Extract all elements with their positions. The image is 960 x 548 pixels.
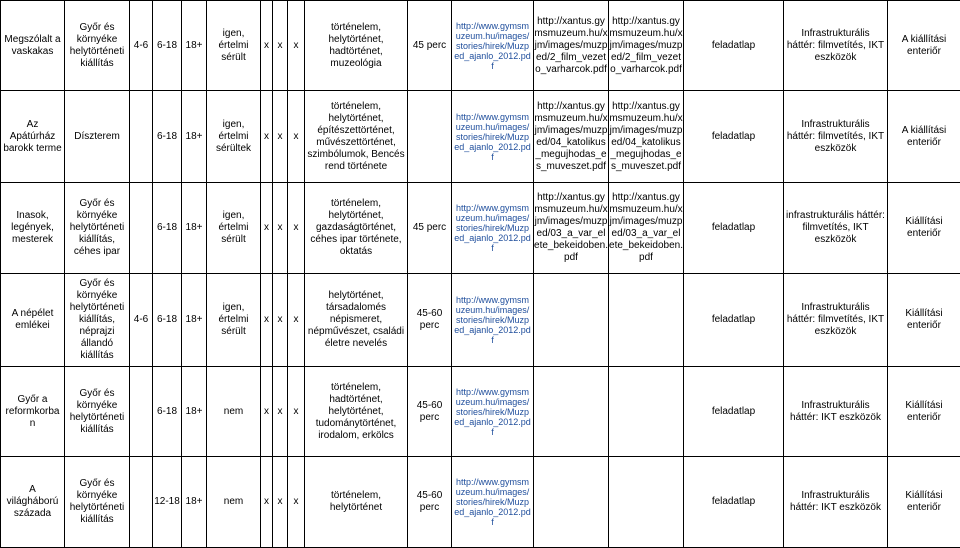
cell-duration-text: 45-60 perc: [416, 490, 443, 513]
cell-place: [65, 183, 130, 274]
cell-special: [207, 1, 261, 91]
cell-grade: [130, 274, 153, 367]
cell-age: [153, 367, 182, 457]
cell-subjects: [305, 457, 408, 548]
cell-infra: [784, 274, 888, 367]
cell-url1: [534, 91, 609, 183]
cell-special-text: nem: [223, 496, 244, 507]
cell-x2: [273, 1, 288, 91]
cell-x2-text: x: [277, 405, 283, 417]
cell-adult-text: 18+: [185, 222, 203, 233]
cell-url1: [534, 457, 609, 548]
cell-special: [207, 367, 261, 457]
cell-entry: [888, 1, 960, 91]
cell-task: [684, 183, 784, 274]
cell-duration-text: 45-60 perc: [416, 399, 443, 423]
cell-x1: [261, 457, 273, 548]
cell-link-text[interactable]: http://www.gymsmuzeum.hu/images/stories/hirek/Muzped_ajanlo_2012.pdf: [454, 203, 531, 253]
cell-entry: [888, 274, 960, 367]
cell-x2: [273, 367, 288, 457]
cell-entry: [888, 183, 960, 274]
cell-x2-text: x: [277, 222, 283, 233]
cell-title-text: Megszólalt a vaskakas: [4, 33, 61, 57]
table-row: [1, 274, 960, 367]
cell-x2: [273, 457, 288, 548]
cell-infra-text: Infrastrukturális háttér: IKT eszközök: [790, 490, 881, 513]
cell-task-text: feladatlap: [711, 496, 756, 507]
cell-age-text: 6-18: [156, 130, 177, 142]
cell-age-text: 6-18: [156, 39, 177, 51]
cell-task: [684, 367, 784, 457]
cell-link[interactable]: [452, 1, 534, 91]
cell-infra: [784, 367, 888, 457]
cell-age-text: 6-18: [156, 314, 177, 325]
cell-link-text[interactable]: http://www.gymsmuzeum.hu/images/stories/hirek/Muzped_ajanlo_2012.pdf: [454, 386, 531, 437]
cell-task-text: feladatlap: [711, 222, 756, 233]
cell-special-text: igen, értelmi sérült: [218, 302, 249, 337]
cell-entry: [888, 457, 960, 548]
cell-adult-text: 18+: [185, 130, 203, 142]
cell-age: [153, 457, 182, 548]
cell-url1: [534, 183, 609, 274]
cell-x3: [288, 457, 305, 548]
cell-entry-text: A kiállítási enteriőr: [901, 124, 947, 148]
cell-task: [684, 457, 784, 548]
cell-place-text: Díszterem: [74, 130, 120, 142]
cell-link[interactable]: [452, 183, 534, 274]
cell-url2-text: http://xantus.gymsmuzeum.hu/xjm/images/muzped/04_katolikus_megujhodas_es_muveszet.pdf: [609, 100, 683, 172]
cell-subjects-text: történelem, helytörténet: [329, 490, 383, 513]
cell-duration: [408, 457, 452, 548]
cell-entry: [888, 91, 960, 183]
cell-link[interactable]: [452, 91, 534, 183]
cell-place-text: Győr és környéke helytörténeti kiállítás: [69, 21, 125, 69]
cell-subjects-text: történelem, helytörténet, építészettörténet, művészettörténet, szimbólumok, Bencés rend története: [307, 100, 405, 172]
cell-adult-text: 18+: [185, 314, 203, 325]
cell-special-text: igen, értelmi sérültek: [215, 118, 251, 154]
cell-x3-text: x: [293, 405, 299, 417]
cell-subjects-text: történelem, helytörténet, hadtörténet, muzeológia: [328, 21, 384, 69]
cell-title-text: Az Apátúrház barokk terme: [3, 118, 62, 154]
cell-title: [1, 457, 65, 548]
cell-title: [1, 274, 65, 367]
cell-grade: [130, 183, 153, 274]
cell-age: [153, 183, 182, 274]
cell-infra-text: Infrastrukturális háttér: filmvetítés, IKT eszközök: [786, 118, 885, 154]
cell-x1-text: x: [264, 405, 269, 417]
cell-grade: [130, 457, 153, 548]
cell-place: [65, 274, 130, 367]
cell-x2-text: x: [277, 314, 283, 325]
cell-age: [153, 1, 182, 91]
cell-link-text[interactable]: http://www.gymsmuzeum.hu/images/stories/hirek/Muzped_ajanlo_2012.pdf: [454, 111, 531, 162]
cell-link-text[interactable]: http://www.gymsmuzeum.hu/images/stories/hirek/Muzped_ajanlo_2012.pdf: [454, 20, 531, 71]
cell-title: [1, 183, 65, 274]
cell-url2: [609, 183, 684, 274]
cell-url1-text: http://xantus.gymsmuzeum.hu/xjm/images/muzped/03_a_var_elete_bekeidoben.pdf: [534, 192, 608, 263]
cell-duration-text: 45-60 perc: [416, 308, 443, 331]
cell-url1: [534, 274, 609, 367]
cell-duration: [408, 367, 452, 457]
cell-duration: [408, 1, 452, 91]
cell-duration: [408, 183, 452, 274]
cell-subjects: [305, 1, 408, 91]
cell-task-text: feladatlap: [711, 130, 756, 142]
cell-place: [65, 457, 130, 548]
cell-place-text: Győr és környéke helytörténeti kiállítás: [69, 387, 125, 435]
cell-x3: [288, 367, 305, 457]
cell-url1-text: http://xantus.gymsmuzeum.hu/xjm/images/muzped/2_film_vezeto_varharcok.pdf: [534, 15, 608, 75]
table-row: [1, 1, 960, 91]
cell-url2: [609, 274, 684, 367]
cell-adult: [182, 1, 207, 91]
cell-place: [65, 1, 130, 91]
cell-infra-text: Infrastrukturális háttér: filmvetítés, IKT eszközök: [786, 302, 885, 337]
cell-x1: [261, 183, 273, 274]
cell-x1-text: x: [264, 496, 269, 507]
cell-age-text: 6-18: [156, 222, 177, 233]
cell-x3-text: x: [293, 39, 299, 51]
cell-link[interactable]: [452, 367, 534, 457]
cell-x1-text: x: [264, 222, 269, 233]
cell-grade: [130, 91, 153, 183]
cell-x2-text: x: [277, 130, 283, 142]
cell-x3: [288, 274, 305, 367]
cell-duration: [408, 91, 452, 183]
cell-link-text[interactable]: http://www.gymsmuzeum.hu/images/stories/hirek/Muzped_ajanlo_2012.pdf: [454, 295, 531, 345]
cell-special: [207, 183, 261, 274]
cell-url2-text: http://xantus.gymsmuzeum.hu/xjm/images/muzped/2_film_vezeto_varharcok.pdf: [609, 15, 683, 75]
cell-x2-text: x: [277, 39, 283, 51]
cell-place-text: Győr és környéke helytörténeti kiállítás: [69, 478, 125, 525]
cell-entry: [888, 367, 960, 457]
cell-subjects-text: helytörténet, társadalomés népismeret, népművészet, családi életre nevelés: [307, 290, 405, 349]
cell-x2: [273, 183, 288, 274]
cell-entry-text: A kiállítási enteriőr: [901, 33, 947, 57]
cell-place-text: Győr és környéke helytörténeti kiállítás, céhes ipar: [69, 198, 125, 257]
cell-x3-text: x: [293, 496, 299, 507]
cell-x2: [273, 91, 288, 183]
cell-age-text: 12-18: [154, 496, 180, 507]
cell-link-text[interactable]: http://www.gymsmuzeum.hu/images/stories/hirek/Muzped_ajanlo_2012.pdf: [454, 477, 531, 527]
cell-title-text: A világháború százada: [6, 484, 59, 519]
cell-grade: [130, 367, 153, 457]
cell-url1-text: http://xantus.gymsmuzeum.hu/xjm/images/muzped/04_katolikus_megujhodas_es_muveszet.pdf: [534, 100, 608, 172]
cell-link[interactable]: [452, 274, 534, 367]
cell-grade: [130, 1, 153, 91]
cell-special: [207, 457, 261, 548]
cell-infra: [784, 91, 888, 183]
cell-grade-text: 4-6: [133, 39, 149, 51]
cell-title: [1, 367, 65, 457]
cell-url2: [609, 367, 684, 457]
cell-title-text: Inasok, legények, mesterek: [11, 210, 54, 245]
cell-entry-text: Kiállítási enteriőr: [905, 216, 943, 239]
cell-subjects: [305, 367, 408, 457]
cell-x1-text: x: [264, 130, 269, 142]
cell-subjects: [305, 91, 408, 183]
cell-task: [684, 1, 784, 91]
cell-age: [153, 274, 182, 367]
cell-age-text: 6-18: [156, 405, 177, 417]
cell-title-text: Győr a reformkorban: [5, 393, 60, 429]
cell-url2: [609, 91, 684, 183]
cell-task: [684, 91, 784, 183]
cell-x1: [261, 1, 273, 91]
cell-task-text: feladatlap: [711, 405, 756, 417]
cell-subjects-text: történelem, helytörténet, gazdaságtörténet, céhes ipar története, oktatás: [310, 198, 402, 257]
cell-infra-text: Infrastrukturális háttér: IKT eszközök: [790, 399, 881, 423]
cell-place: [65, 91, 130, 183]
cell-task-text: feladatlap: [711, 314, 756, 325]
cell-special: [207, 91, 261, 183]
table-row: [1, 91, 960, 183]
cell-duration: [408, 274, 452, 367]
cell-x2-text: x: [277, 496, 283, 507]
cell-x1: [261, 91, 273, 183]
cell-adult: [182, 274, 207, 367]
cell-adult-text: 18+: [185, 405, 203, 417]
table-row: [1, 367, 960, 457]
cell-special-text: igen, értelmi sérült: [218, 27, 249, 63]
cell-special-text: igen, értelmi sérült: [218, 210, 249, 245]
cell-special: [207, 274, 261, 367]
cell-place-text: Győr és környéke helytörténeti kiállítás, néprajzi állandó kiállítás: [69, 278, 125, 361]
cell-infra-text: Infrastrukturális háttér: filmvetítés, IKT eszközök: [786, 27, 885, 63]
cell-place: [65, 367, 130, 457]
cell-url2: [609, 457, 684, 548]
cell-duration-text: 45 perc: [412, 222, 447, 233]
cell-adult: [182, 457, 207, 548]
cell-duration-text: 45 perc: [412, 39, 447, 51]
cell-x3-text: x: [293, 130, 299, 142]
cell-age: [153, 91, 182, 183]
cell-infra: [784, 1, 888, 91]
cell-task: [684, 274, 784, 367]
cell-grade-text: 4-6: [133, 314, 149, 325]
cell-x1: [261, 274, 273, 367]
cell-infra-text: infrastrukturális háttér: filmvetítés, IKT eszközök: [786, 210, 885, 245]
cell-title-text: A népélet emlékei: [11, 308, 54, 331]
cell-special-text: nem: [223, 405, 244, 417]
cell-x1-text: x: [264, 39, 269, 51]
cell-url1: [534, 1, 609, 91]
cell-adult-text: 18+: [185, 39, 203, 51]
cell-x3-text: x: [293, 222, 299, 233]
cell-x3-text: x: [293, 314, 299, 325]
table-row: [1, 183, 960, 274]
cell-x3: [288, 91, 305, 183]
cell-adult: [182, 367, 207, 457]
cell-entry-text: Kiállítási enteriőr: [905, 308, 943, 331]
cell-entry-text: Kiállítási enteriőr: [905, 399, 943, 423]
cell-task-text: feladatlap: [711, 39, 756, 51]
cell-adult: [182, 183, 207, 274]
table-row: [1, 457, 960, 548]
cell-link[interactable]: [452, 457, 534, 548]
cell-subjects: [305, 183, 408, 274]
cell-subjects-text: történelem, hadtörténet, helytörténet, tudománytörténet, irodalom, erkölcs: [315, 381, 397, 441]
cell-x3: [288, 183, 305, 274]
cell-adult-text: 18+: [185, 496, 203, 507]
cell-x1: [261, 367, 273, 457]
cell-url1: [534, 367, 609, 457]
cell-x3: [288, 1, 305, 91]
cell-url2: [609, 1, 684, 91]
cell-url2-text: http://xantus.gymsmuzeum.hu/xjm/images/muzped/03_a_var_elete_bekeidoben.pdf: [609, 192, 683, 263]
cell-title: [1, 1, 65, 91]
cell-entry-text: Kiállítási enteriőr: [905, 490, 943, 513]
cell-title: [1, 91, 65, 183]
cell-subjects: [305, 274, 408, 367]
cell-x2: [273, 274, 288, 367]
cell-x1-text: x: [264, 314, 269, 325]
cell-adult: [182, 91, 207, 183]
cell-infra: [784, 183, 888, 274]
cell-infra: [784, 457, 888, 548]
